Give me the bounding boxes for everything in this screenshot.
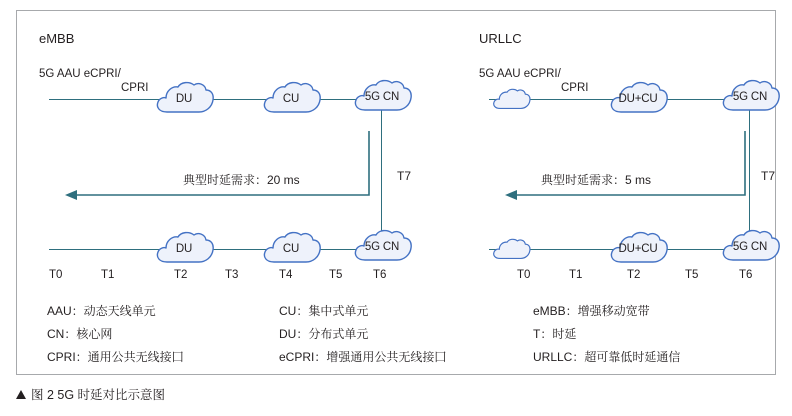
figure-caption [16,385,165,403]
head-label-embb-line2: CPRI [121,82,149,94]
caption-triangle-icon [16,390,26,399]
legend-col2-row3: eCPRI：增强通用公共无线接囗 [279,350,447,364]
embb-bottom-link-line [49,249,381,250]
cloud-label: CU [282,93,300,105]
figure-panel [16,10,776,375]
embb-tick-t2: T2 [174,269,188,281]
cloud-label: DU [175,243,193,255]
urllc-latency-arrow [497,129,747,207]
urllc-tick-t0: T0 [517,269,531,281]
legend-col2-row1: CU：集中式单元 [279,304,369,318]
legend-col3-row3: URLLC：超可靠低时延通信 [533,350,681,364]
cloud-label: DU+CU [618,243,658,255]
legend-col2-row2: DU：分布式单元 [279,327,369,341]
urllc-tick-t5: T5 [685,269,699,281]
cloud-embb-bottom-5gcn [351,227,413,267]
embb-tick-t5: T5 [329,269,343,281]
legend-col3-row2: T：时延 [533,327,577,341]
head-label-urllc-line1: 5G AAU eCPRI/ [479,68,561,80]
panel-title-urllc: URLLC [479,31,522,46]
cloud-urllc-top-ducu [603,79,673,119]
cloud-embb-top-5gcn [351,77,413,117]
caption-text: 图 2 5G 时延对比示意图 [31,388,166,402]
panel-title-embb: eMBB [39,31,75,46]
cloud-embb-bottom-du [153,229,215,269]
urllc-latency-label: 典型时延需求：5 ms [541,173,652,187]
cloud-embb-top-du [153,79,215,119]
urllc-tick-t1: T1 [569,269,583,281]
embb-tick-t6: T6 [373,269,387,281]
embb-tick-t4: T4 [279,269,293,281]
cloud-urllc-bottom-5gcn [719,227,781,267]
cloud-label: 5G CN [364,91,400,103]
embb-t7-label: T7 [397,169,412,183]
legend-col1-row3: CPRI：通用公共无线接囗 [47,350,184,364]
legend-col1-row1: AAU：动态天线单元 [47,304,156,318]
cloud-label: DU [175,93,193,105]
embb-tick-t1: T1 [101,269,115,281]
cloud-embb-top-cu [260,79,322,119]
cloud-label: CU [282,243,300,255]
cloud-label: 5G CN [732,91,768,103]
cloud-label: DU+CU [618,93,658,105]
embb-tick-t0: T0 [49,269,63,281]
cloud-label: 5G CN [732,241,768,253]
cloud-urllc-bottom-ducu [603,229,673,269]
head-label-urllc-line2: CPRI [561,82,589,94]
cloud-embb-bottom-cu [260,229,322,269]
cloud-label: 5G CN [364,241,400,253]
urllc-t7-label: T7 [761,169,776,183]
embb-top-link-line [49,99,381,100]
embb-latency-arrow [57,129,377,207]
legend-col3-row1: eMBB：增强移动宽带 [533,304,650,318]
embb-tick-t3: T3 [225,269,239,281]
head-label-embb-line1: 5G AAU eCPRI/ [39,68,121,80]
embb-latency-label: 典型时延需求：20 ms [183,173,300,187]
urllc-tick-t6: T6 [739,269,753,281]
cloud-urllc-top-aau [489,87,533,113]
legend-col1-row2: CN：核心网 [47,327,113,341]
cloud-urllc-top-5gcn [719,77,781,117]
cloud-urllc-bottom-aau [489,237,533,263]
urllc-tick-t2: T2 [627,269,641,281]
